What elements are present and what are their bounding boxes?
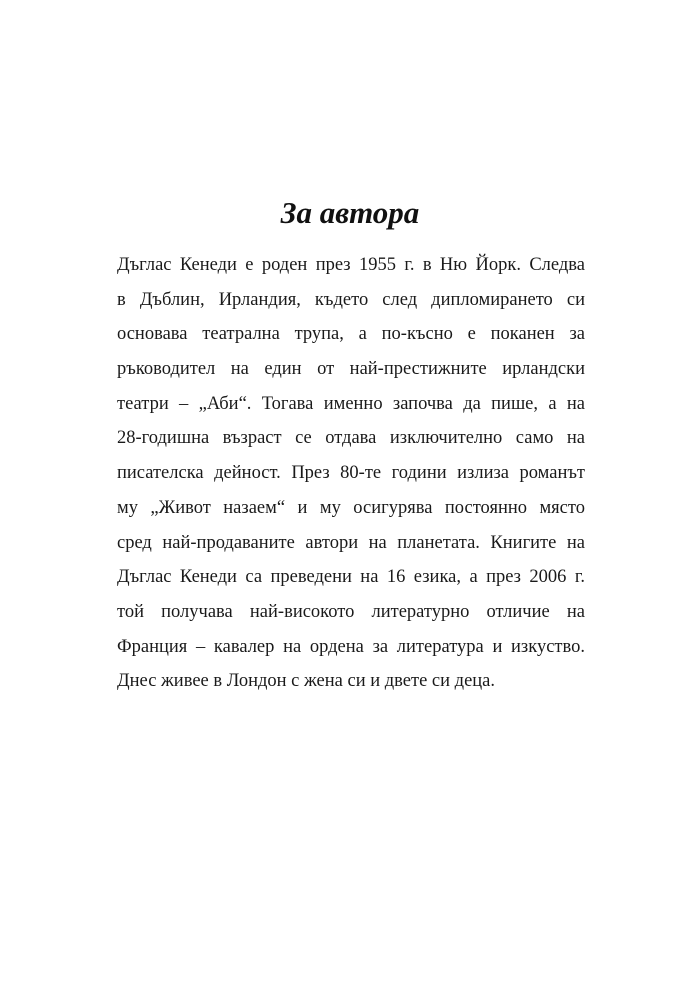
author-biography xyxy=(117,250,585,701)
biography-line: той получава най-високото литературно отличие на xyxy=(117,601,585,622)
biography-line: в Дъблин, Ирландия, където след дипломирането си xyxy=(117,289,585,310)
biography-line: основава театрална трупа, а по-късно е поканен за xyxy=(117,324,585,345)
page-title: За автора xyxy=(280,195,420,230)
biography-line: ръководител на един от най-престижните ирландски xyxy=(117,359,585,380)
biography-line: му „Живот назаем“ и му осигурява постоянно място xyxy=(117,497,585,518)
biography-line: Дъглас Кенеди е роден през 1955 г. в Ню Йорк. Следва xyxy=(117,255,585,275)
biography-line: Франция – кавалер на ордена за литература и изкуство. xyxy=(117,636,585,657)
biography-line: театри – „Аби“. Тогава именно започва да пише, а на xyxy=(117,393,585,414)
biography-line: сред най-продаваните автори на планетата. Книгите на xyxy=(117,532,585,553)
biography-line: Дъглас Кенеди са преведени на 16 езика, а през 2006 г. xyxy=(117,567,585,588)
biography-line: 28-годишна възраст се отдава изключително само на xyxy=(117,428,585,449)
biography-line: Днес живее в Лондон с жена си и двете си деца. xyxy=(117,671,496,692)
biography-line: писателска дейност. През 80-те години излиза романът xyxy=(117,463,585,484)
